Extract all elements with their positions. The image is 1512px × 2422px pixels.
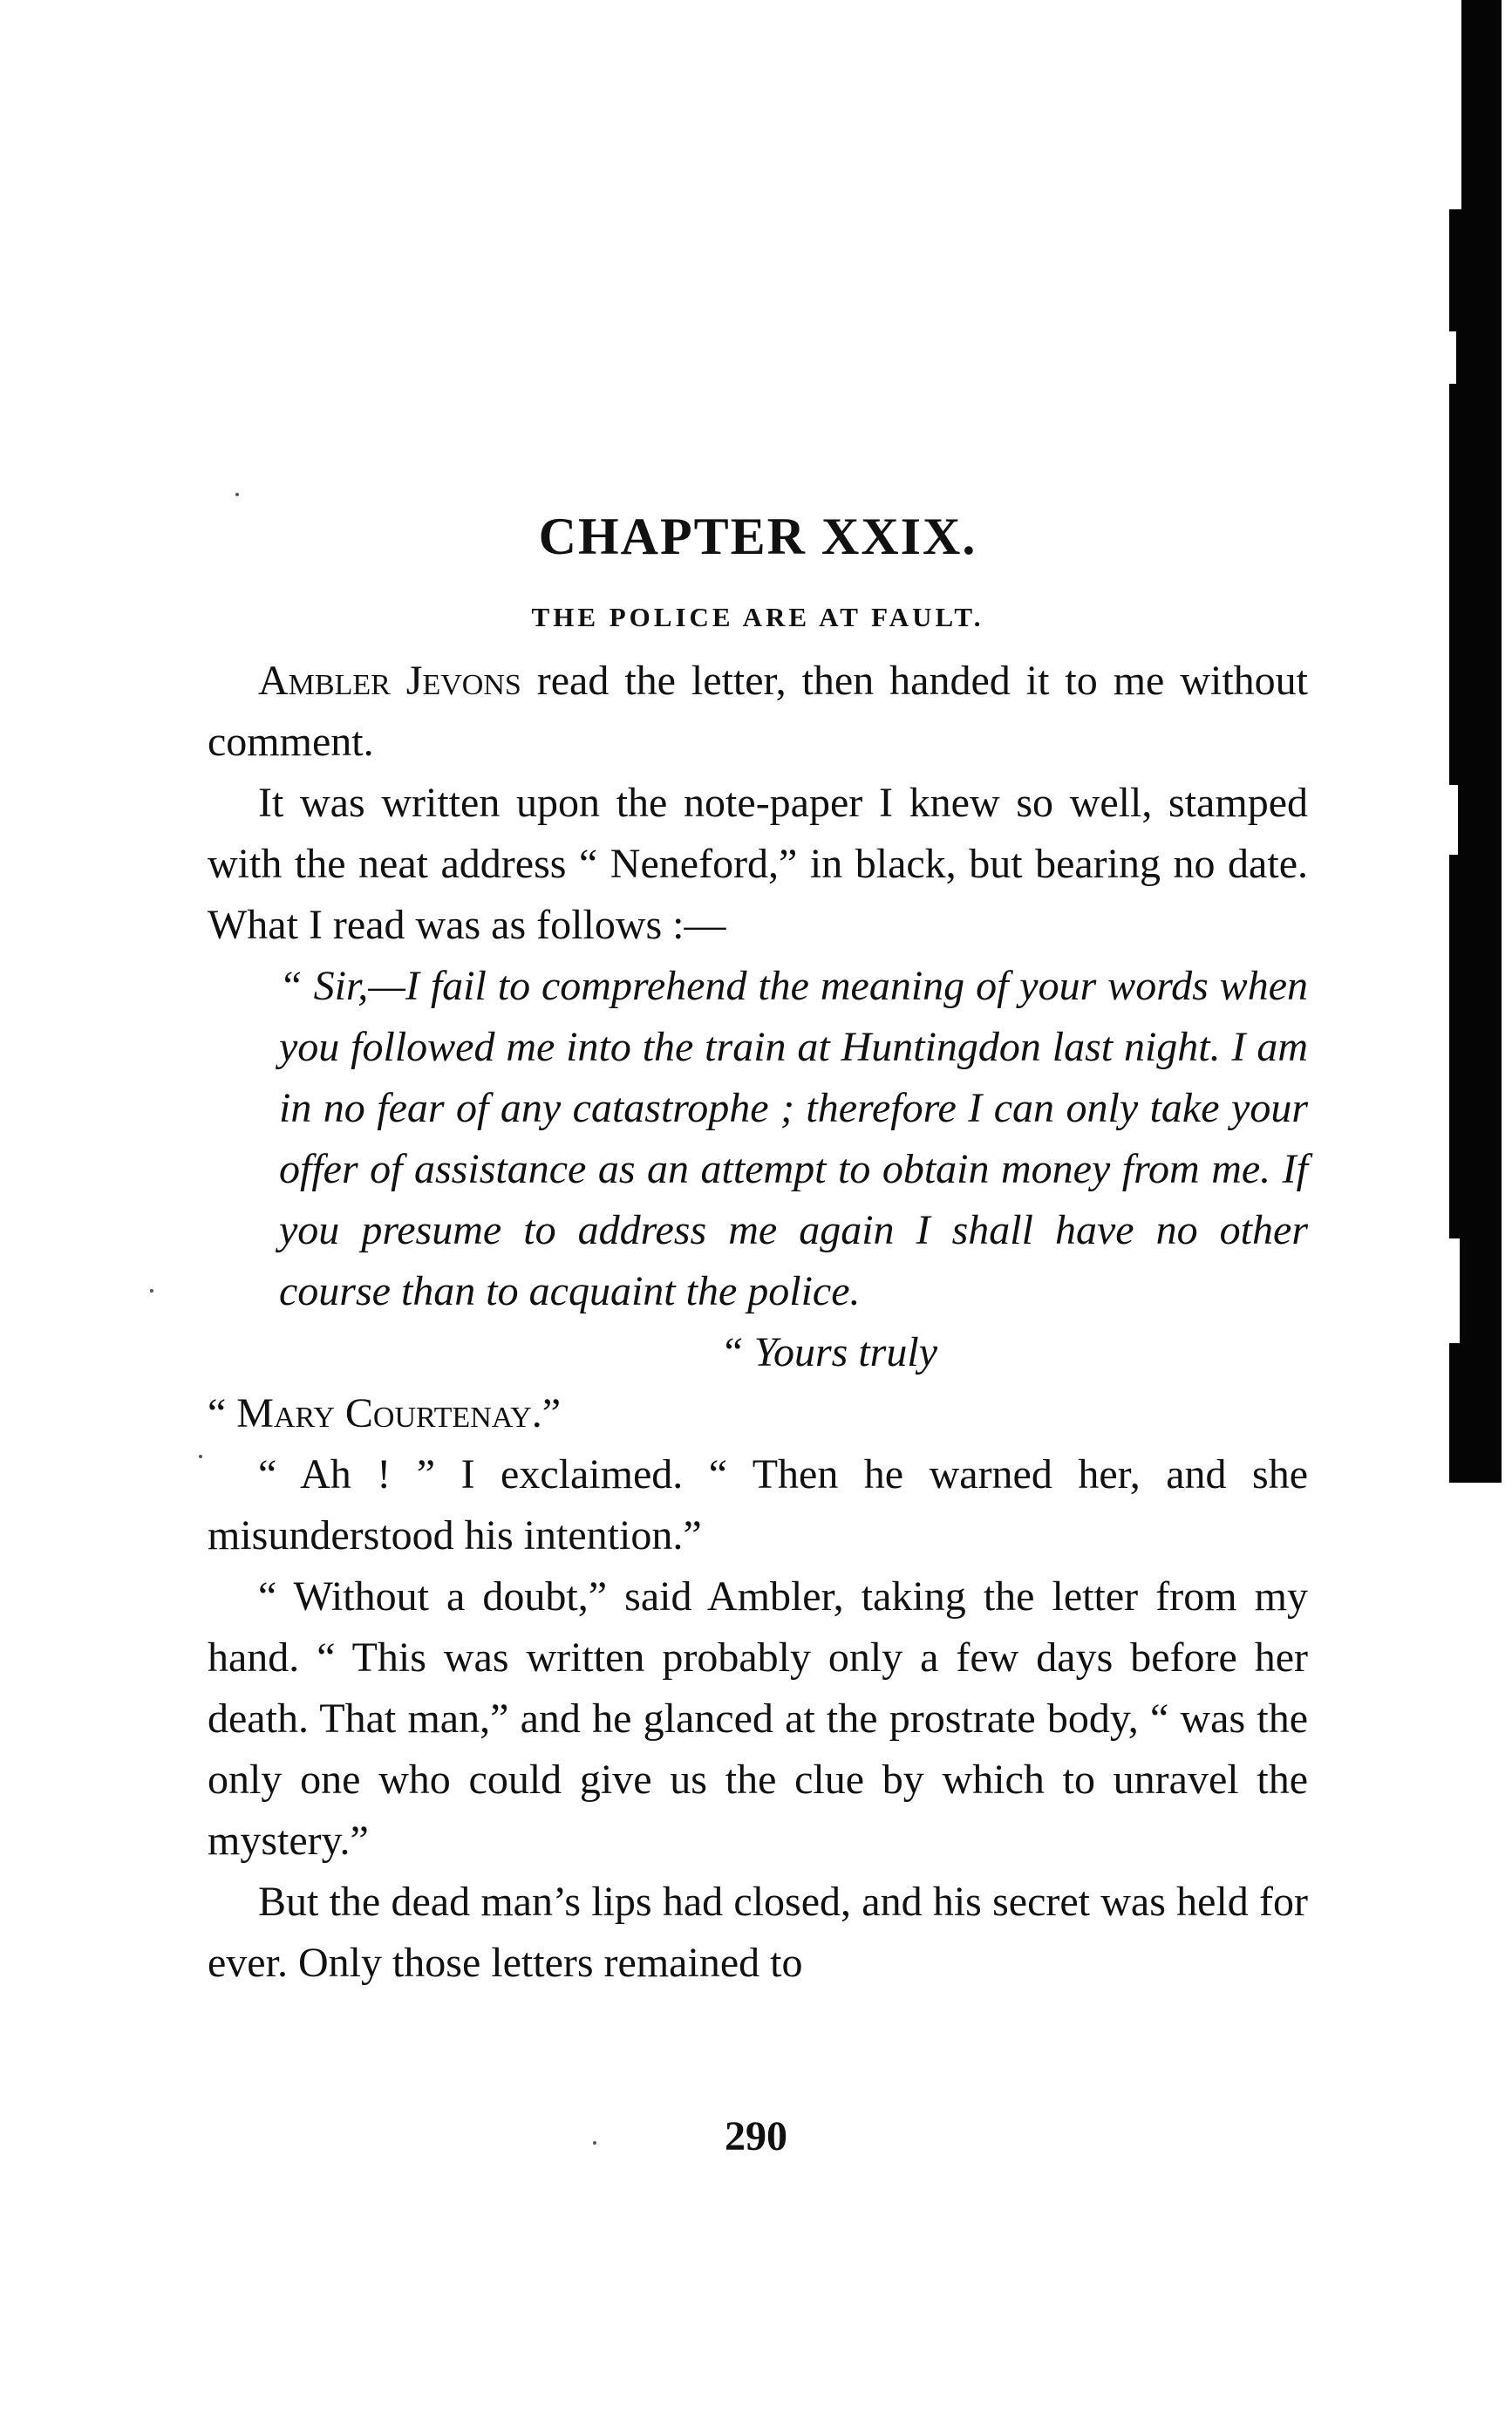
paragraph: It was written upon the note-paper I knew so well, stamped with the neat address “ Neneford,” in black, but bearing no date. What I read was as follows :— xyxy=(208,780,1308,948)
paragraph-text: read the letter, then handed it to me without comment. xyxy=(208,658,1308,765)
paragraph xyxy=(208,651,1308,773)
paragraph: “ Ah ! ” I exclaimed. “ Then he warned her, and she misunderstood his intention.” xyxy=(208,1451,1308,1559)
scan-speck xyxy=(199,1455,202,1458)
edge-notch xyxy=(1449,0,1461,209)
letter-signoff: “ Yours truly xyxy=(720,1329,937,1375)
character-name: Ambler Jevons xyxy=(258,658,521,704)
chapter-title: CHAPTER XXIX. xyxy=(538,508,977,565)
letter-signature: “ Mary Courtenay.” xyxy=(208,1390,562,1436)
chapter-subtitle: THE POLICE ARE AT FAULT. xyxy=(531,602,984,632)
paragraph: “ Without a doubt,” said Ambler, taking the letter from my hand. “ This was written probably only a few days before her death. That man,” and he glanced at the prostrate body, “ was the only one who could give us the clue by which to unravel the mystery.” xyxy=(208,1573,1308,1864)
quoted-letter: “ Sir,—I fail to comprehend the meaning of your words when you followed me into the train at Huntingdon last night. I am in no fear of any catastrophe ; therefore I can only take your offer of assistance as an attempt to obtain money from me. If you presume to address me again I shall have no other course than to acquaint the police. xyxy=(279,963,1308,1314)
edge-notch xyxy=(1449,1238,1460,1343)
scanned-page-edge xyxy=(1449,0,1502,1483)
edge-notch xyxy=(1449,785,1458,855)
edge-notch xyxy=(1449,331,1456,384)
scan-speck xyxy=(150,1289,153,1293)
scan-speck xyxy=(235,493,239,496)
scan-speck xyxy=(593,2141,596,2145)
paragraph: But the dead man’s lips had closed, and his secret was held for ever. Only those letters remained to xyxy=(208,1879,1308,1986)
page-number: 290 xyxy=(725,2113,787,2159)
text-block xyxy=(208,506,1308,1994)
